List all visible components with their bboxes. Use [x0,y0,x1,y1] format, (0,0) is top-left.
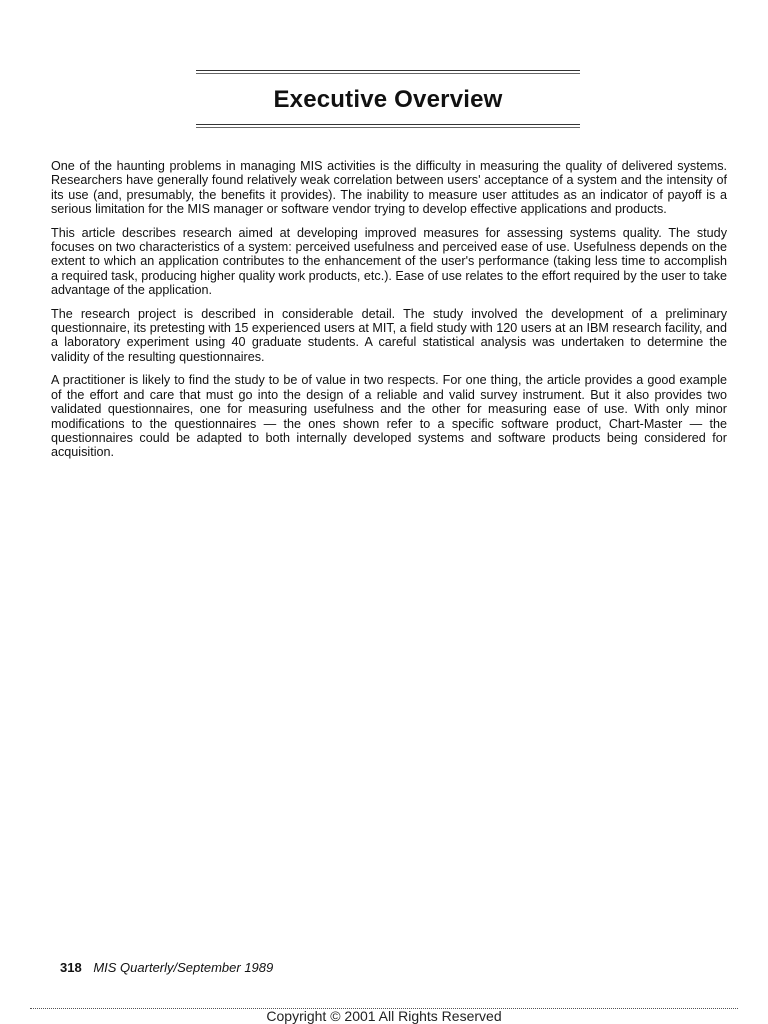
page-footer [60,960,273,976]
top-rule-line [196,70,580,71]
page-title: Executive Overview [273,86,503,113]
top-rule-line [196,73,580,74]
paragraph-2: This article describes research aimed at developing improved measures for assessing systems quality. The study focuses on two characteristics of a system: perceived usefulness and perceived ease of use. Usefulness depends on the extent to which an application contributes to the enhancement of the user's performance (taking less time to accomplish a required task, producing higher quality work products, etc.). Ease of use relates to the effort required by the user to take advantage of the application. [51,225,728,298]
top-rule [196,70,580,76]
journal-citation: MIS Quarterly/September 1989 [93,960,274,975]
paragraph-4: A practitioner is likely to find the study to be of value in two respects. For one thing, the article provides a good example of the effort and care that must go into the design of a reliable and valid survey instrument. But it also provides two validated questionnaires, one for measuring usefulness and the other for measuring ease of use. With only minor modifications to the questionnaires — the ones shown refer to a specific software product, Chart-Master — the questionnaires could be adapted to both internally developed systems and software products being considered for acquisition. [51,373,727,460]
copyright-notice: Copyright © 2001 All Rights Reserved [266,1008,502,1024]
page-number: 318 [60,960,82,975]
bottom-title-rule-line [196,127,580,128]
paragraph-1: One of the haunting problems in managing MIS activities is the difficulty in measuring the quality of delivered systems. Researchers have generally found relatively weak correlation between users' acceptance of a system and the intensity of its use (and, presumably, the benefits it provides). The inability to measure user attitudes as an indicator of payoff is a serious limitation for the MIS manager or software vendor trying to develop effective applications and products. [51,159,727,217]
article-body [51,159,727,469]
paragraph-3: The research project is described in considerable detail. The study involved the development of a preliminary questionnaire, its pretesting with 15 experienced users at MIT, a field study with 120 users at an IBM research facility, and a laboratory experiment using 40 graduate students. A careful statistical analysis was undertaken to determine the validity of the resulting questionnaires. [51,306,727,364]
title-block [196,70,580,130]
bottom-title-rule-line [196,124,580,125]
bottom-title-rule [196,124,580,130]
